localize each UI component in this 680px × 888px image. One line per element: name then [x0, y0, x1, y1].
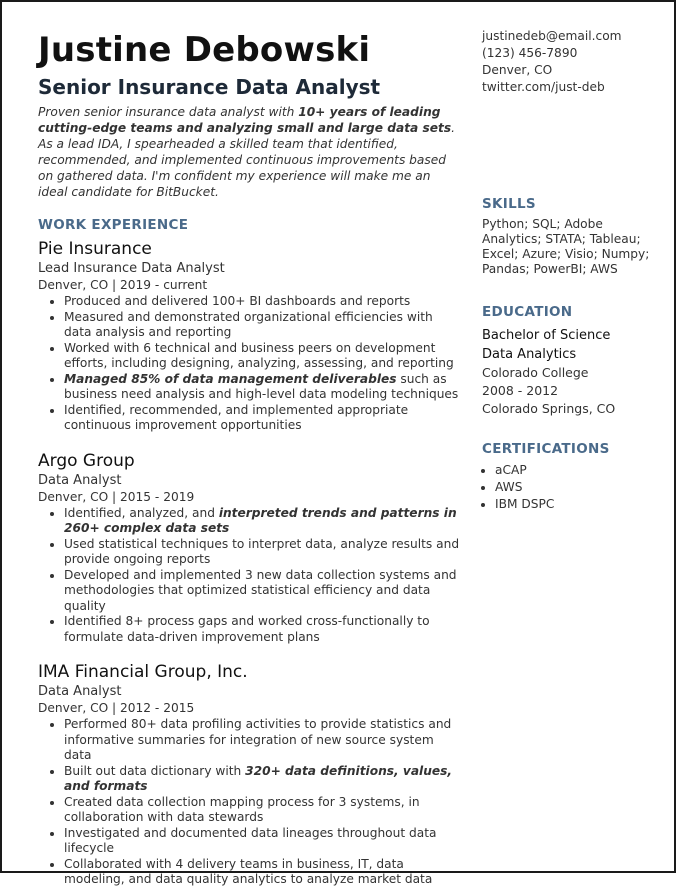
candidate-title: Senior Insurance Data Analyst: [38, 75, 381, 99]
job-company: IMA Financial Group, Inc.: [38, 662, 248, 682]
contact-location: Denver, CO: [482, 63, 553, 77]
bullet-item: [64, 537, 460, 568]
bullet-item: [64, 403, 460, 434]
bullet-item: [64, 717, 460, 764]
education-years: 2008 - 2012: [482, 383, 559, 398]
certifications-list: [482, 462, 652, 513]
job-entry: [38, 238, 460, 434]
bullet-text: Worked with 6 technical and business peers on development efforts, including designing, analyzing, assessing, and reporting: [64, 340, 454, 370]
bullet-item: [64, 310, 460, 341]
side-column: [482, 28, 652, 513]
education-location: Colorado Springs, CO: [482, 401, 616, 416]
bullet-item: [64, 857, 460, 888]
bullet-text: Produced and delivered 100+ BI dashboards and reports: [64, 294, 411, 308]
bullet-text: Used statistical techniques to interpret data, analyze results and provide ongoing reports: [64, 536, 460, 566]
contact-twitter: twitter.com/just-deb: [482, 80, 605, 94]
bullet-text: Created data collection mapping process for 3 systems, in collaboration with data stewards: [64, 794, 420, 824]
certification-item: • AWS: [495, 479, 652, 496]
contact-block: [482, 28, 652, 96]
bullet-text: Developed and implemented 3 new data collection systems and methodologies that optimized statistical efficiency and data quality: [64, 567, 457, 613]
bullet-item: [64, 372, 460, 403]
candidate-name: Justine Debowski: [38, 30, 371, 70]
bullet-text: such as business need analysis and high-level data modeling techniques: [64, 371, 459, 401]
summary-text-1: Proven senior insurance data analyst with: [38, 105, 299, 119]
work-experience-heading: WORK EXPERIENCE: [38, 217, 189, 233]
education-major: Data Analytics: [482, 347, 577, 362]
bullet-text: Built out data dictionary with: [64, 763, 246, 778]
job-bullets: [38, 717, 460, 888]
bullet-item: [64, 764, 460, 795]
education-heading: EDUCATION: [482, 304, 573, 320]
bullet-text: Measured and demonstrated organizational efficiencies with data analysis and reporting: [64, 309, 433, 339]
job-entry: [38, 661, 460, 888]
job-bullets: [38, 506, 460, 646]
bullet-item: [64, 568, 460, 615]
bullet-text: Identified, analyzed, and: [64, 505, 219, 520]
bullet-item: [64, 614, 460, 645]
certifications-heading: CERTIFICATIONS: [482, 441, 610, 457]
main-column: [38, 28, 460, 888]
certification-item: • IBM DSPC: [495, 496, 652, 513]
job-entry: [38, 450, 460, 646]
bullet-emphasis: 320+ data definitions, values, and formats: [64, 763, 453, 793]
bullet-item: [64, 294, 460, 310]
job-bullets: [38, 294, 460, 434]
certification-item: • aCAP: [495, 462, 652, 479]
summary-bold: 10+ years of leading cutting-edge teams and analyzing small and large data sets: [38, 105, 452, 135]
bullet-text: Performed 80+ data profiling activities to provide statistics and informative summaries for integration of new source system data: [64, 717, 452, 762]
bullet-item: [64, 795, 460, 826]
job-company: Pie Insurance: [38, 239, 152, 259]
summary-text-2: . As a lead IDA, I spearheaded a skilled team that identified, recommended, and implemented continuous improvements based on gathered data. I'm confident my experience will make me an ideal candidate for BitBucket.: [38, 121, 455, 199]
bullet-text: Investigated and documented data lineages throughout data lifecycle: [64, 825, 437, 855]
job-role: Data Analyst: [38, 684, 122, 699]
bullet-text: Identified 8+ process gaps and worked cross-functionally to formulate data-driven improvement plans: [64, 614, 430, 644]
job-role: Data Analyst: [38, 472, 122, 488]
skills-heading: SKILLS: [482, 196, 536, 212]
contact-phone: (123) 456-7890: [482, 46, 578, 60]
education-school: Colorado College: [482, 365, 589, 380]
job-location-dates: Denver, CO | 2015 - 2019: [38, 489, 195, 504]
skills-list: Python; SQL; Adobe Analytics; STATA; Tableau; Excel; Azure; Visio; Numpy; Pandas; PowerBI; AWS: [482, 217, 650, 276]
bullet-emphasis: interpreted trends and patterns in 260+ complex data sets: [64, 505, 457, 535]
job-location-dates: Denver, CO | 2019 - current: [38, 278, 208, 292]
job-company: Argo Group: [38, 450, 135, 471]
bullet-text: Identified, recommended, and implemented appropriate continuous improvement opportunities: [64, 402, 409, 432]
job-role: Lead Insurance Data Analyst: [38, 261, 225, 276]
job-location-dates: Denver, CO | 2012 - 2015: [38, 701, 195, 715]
education-degree: Bachelor of Science: [482, 328, 611, 343]
contact-email: justinedeb@email.com: [482, 29, 622, 43]
bullet-item: [64, 826, 460, 857]
bullet-emphasis: Managed 85% of data management deliverables: [64, 371, 397, 386]
bullet-text: Collaborated with 4 delivery teams in business, IT, data modeling, and data quality analytics to analyze market data: [64, 856, 433, 886]
bullet-item: [64, 341, 460, 372]
bullet-item: [64, 506, 460, 537]
summary-paragraph: [38, 104, 460, 200]
